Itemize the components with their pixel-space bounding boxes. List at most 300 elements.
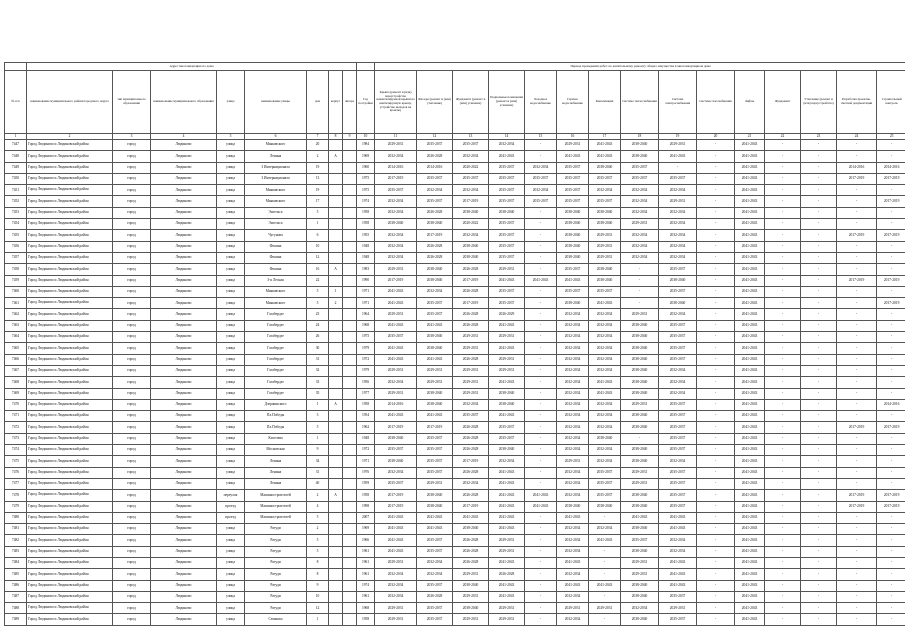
- table-cell: 23: [307, 309, 329, 320]
- table-cell: -: [837, 140, 877, 151]
- column-number: 4: [151, 134, 217, 140]
- table-row: [5, 603, 905, 614]
- table-cell: 2041-2043: [735, 569, 765, 580]
- table-cell: -: [801, 478, 837, 489]
- table-cell: -: [697, 298, 735, 309]
- column-header: тип муниципального образования: [113, 71, 151, 134]
- table-cell: -: [765, 298, 801, 309]
- table-cell: 31: [307, 467, 329, 478]
- table-cell: 1974: [357, 580, 375, 591]
- table-cell: Город Людиново и Людиновский район: [27, 298, 113, 309]
- table-cell: 2035-2037: [525, 173, 557, 184]
- table-cell: Город Людиново и Людиновский район: [27, 422, 113, 433]
- table-cell: 2029-2031: [375, 388, 417, 399]
- table-cell: 2032-2034: [557, 478, 589, 489]
- table-cell: 2038-2040: [621, 591, 659, 602]
- table-cell: 2029-2031: [489, 365, 525, 376]
- table-cell: 2041-2043: [589, 580, 621, 591]
- header-columns-row: [5, 71, 905, 134]
- header-group-spacer: [5, 63, 27, 71]
- table-cell: [329, 422, 343, 433]
- table-row: [5, 332, 905, 343]
- table-cell: 6: [307, 230, 329, 241]
- table-cell: улица: [217, 230, 245, 241]
- table-cell: улица: [217, 309, 245, 320]
- table-cell: 2038-2040: [417, 343, 453, 354]
- table-cell: 2032-2034: [659, 365, 697, 376]
- table-cell: Людиново: [151, 557, 217, 568]
- table-cell: Людиново: [151, 173, 217, 184]
- table-cell: 2035-2037: [659, 286, 697, 297]
- table-cell: -: [801, 343, 837, 354]
- table-cell: -: [765, 580, 801, 591]
- table-cell: 40: [307, 478, 329, 489]
- table-cell: Ленина: [245, 456, 307, 467]
- table-cell: 7485: [5, 569, 27, 580]
- table-cell: 2029-2031: [659, 196, 697, 207]
- table-cell: 2035-2037: [489, 196, 525, 207]
- column-header: Фасады (ремонт и (или) утепление): [417, 71, 453, 134]
- table-cell: 2032-2034: [375, 230, 417, 241]
- table-cell: город: [113, 140, 151, 151]
- table-row: [5, 535, 905, 546]
- column-header: наименование муниципального образования: [151, 71, 217, 134]
- table-cell: Город Людиново и Людиновский район: [27, 445, 113, 456]
- table-cell: -: [801, 365, 837, 376]
- table-cell: [343, 365, 357, 376]
- table-cell: 2032-2034: [453, 151, 489, 162]
- table-cell: -: [697, 603, 735, 614]
- table-cell: 2032-2034: [557, 569, 589, 580]
- table-cell: 8: [307, 569, 329, 580]
- table-cell: 2035-2037: [375, 332, 417, 343]
- table-cell: -: [801, 264, 837, 275]
- table-cell: [343, 286, 357, 297]
- table-cell: город: [113, 320, 151, 331]
- table-cell: [329, 546, 343, 557]
- table-cell: Людиново: [151, 241, 217, 252]
- table-cell: 2032-2034: [453, 230, 489, 241]
- table-cell: 2029-2031: [417, 478, 453, 489]
- column-number: 19: [659, 134, 697, 140]
- table-cell: 2041-2043: [735, 151, 765, 162]
- table-cell: Людиново: [151, 501, 217, 512]
- table-cell: 32: [307, 365, 329, 376]
- table-cell: 2041-2043: [659, 580, 697, 591]
- table-cell: 30: [307, 343, 329, 354]
- table-cell: 1998: [357, 501, 375, 512]
- table-cell: 1972: [357, 445, 375, 456]
- table-cell: 1975: [357, 173, 375, 184]
- table-cell: город: [113, 591, 151, 602]
- table-cell: 7476: [5, 467, 27, 478]
- table-cell: 2017-2019: [877, 230, 905, 241]
- column-number: 16: [557, 134, 589, 140]
- table-cell: 2032-2034: [375, 580, 417, 591]
- table-row: [5, 185, 905, 196]
- table-cell: -: [877, 151, 905, 162]
- table-cell: 2041-2043: [735, 252, 765, 263]
- table-cell: -: [697, 501, 735, 512]
- table-cell: Людиново: [151, 162, 217, 173]
- column-header: Фундамент: [765, 71, 801, 134]
- table-cell: Людиново: [151, 332, 217, 343]
- table-cell: -: [801, 207, 837, 218]
- table-cell: 2041-2043: [375, 411, 417, 422]
- column-number: 15: [525, 134, 557, 140]
- table-cell: -: [765, 309, 801, 320]
- table-cell: 2032-2034: [417, 286, 453, 297]
- table-row: [5, 196, 905, 207]
- table-cell: [329, 365, 343, 376]
- table-cell: [343, 377, 357, 388]
- table-cell: 2035-2037: [659, 467, 697, 478]
- table-cell: Город Людиново и Людиновский район: [27, 332, 113, 343]
- table-cell: [329, 332, 343, 343]
- table-cell: 1984: [357, 140, 375, 151]
- table-cell: -: [697, 580, 735, 591]
- table-cell: 2038-2040: [589, 219, 621, 230]
- table-cell: 2038-2040: [621, 445, 659, 456]
- table-cell: 7481: [5, 524, 27, 535]
- table-cell: 2041-2043: [589, 151, 621, 162]
- table-cell: 2041-2043: [375, 298, 417, 309]
- table-cell: город: [113, 456, 151, 467]
- table-cell: 2029-2031: [621, 219, 659, 230]
- table-cell: 1972: [357, 354, 375, 365]
- table-cell: 2032-2034: [589, 411, 621, 422]
- table-cell: 2035-2037: [621, 173, 659, 184]
- table-row: [5, 151, 905, 162]
- table-cell: -: [801, 286, 837, 297]
- table-cell: 2038-2040: [621, 546, 659, 557]
- table-cell: 2041-2043: [735, 456, 765, 467]
- table-cell: Город Людиново и Людиновский район: [27, 252, 113, 263]
- table-cell: -: [525, 591, 557, 602]
- table-cell: 7450: [5, 173, 27, 184]
- table-cell: Город Людиново и Людиновский район: [27, 580, 113, 591]
- table-cell: 2029-2031: [453, 569, 489, 580]
- column-number: 13: [453, 134, 489, 140]
- table-cell: -: [837, 445, 877, 456]
- table-cell: 2029-2031: [489, 264, 525, 275]
- table-cell: улица: [217, 332, 245, 343]
- table-cell: Город Людиново и Людиновский район: [27, 309, 113, 320]
- table-cell: [343, 162, 357, 173]
- table-cell: -: [525, 569, 557, 580]
- table-cell: Город Людиново и Людиновский район: [27, 219, 113, 230]
- table-cell: Город Людиново и Людиновский район: [27, 399, 113, 410]
- table-cell: -: [837, 320, 877, 331]
- table-cell: [329, 433, 343, 444]
- table-cell: Людиново: [151, 219, 217, 230]
- table-cell: 7478: [5, 490, 27, 501]
- table-cell: 2035-2037: [489, 422, 525, 433]
- table-cell: 2041-2043: [589, 377, 621, 388]
- table-cell: -: [877, 569, 905, 580]
- column-header: Крыша (ремонт и (или) переустройство невентилируемой крыши на вентилируемую крышу, устройство выходов на кровлю): [375, 71, 417, 134]
- table-row: [5, 298, 905, 309]
- table-cell: А: [329, 264, 343, 275]
- table-cell: -: [765, 388, 801, 399]
- table-cell: -: [801, 230, 837, 241]
- table-cell: -: [837, 399, 877, 410]
- table-cell: 2035-2037: [489, 298, 525, 309]
- table-cell: 2032-2034: [659, 388, 697, 399]
- table-cell: 7455: [5, 230, 27, 241]
- table-cell: 2032-2034: [557, 388, 589, 399]
- table-cell: -: [697, 422, 735, 433]
- table-cell: -: [877, 185, 905, 196]
- table-cell: 1958: [357, 399, 375, 410]
- table-cell: улица: [217, 219, 245, 230]
- table-cell: 2029-2031: [453, 614, 489, 625]
- table-cell: 1979: [357, 343, 375, 354]
- table-cell: 2035-2037: [659, 173, 697, 184]
- table-cell: 2032-2034: [453, 185, 489, 196]
- table-cell: 2029-2031: [375, 614, 417, 625]
- table-cell: 2029-2031: [375, 557, 417, 568]
- table-cell: 2029-2031: [557, 456, 589, 467]
- table-cell: [329, 320, 343, 331]
- table-cell: 2017-2019: [453, 298, 489, 309]
- table-cell: -: [765, 591, 801, 602]
- table-cell: 2041-2043: [735, 309, 765, 320]
- table-cell: -: [837, 332, 877, 343]
- table-cell: улица: [217, 343, 245, 354]
- table-cell: [343, 399, 357, 410]
- table-cell: 2038-2040: [375, 219, 417, 230]
- table-cell: 2038-2040: [453, 580, 489, 591]
- column-number: 10: [357, 134, 375, 140]
- table-cell: -: [525, 286, 557, 297]
- table-cell: 2035-2037: [659, 422, 697, 433]
- table-cell: 7447: [5, 140, 27, 151]
- table-cell: город: [113, 535, 151, 546]
- table-row: [5, 399, 905, 410]
- table-cell: 5: [307, 422, 329, 433]
- table-cell: -: [837, 524, 877, 535]
- table-cell: 2032-2034: [557, 614, 589, 625]
- table-cell: 2041-2043: [735, 241, 765, 252]
- table-cell: -: [697, 151, 735, 162]
- table-cell: Гагабердзе: [245, 377, 307, 388]
- table-cell: -: [525, 252, 557, 263]
- table-cell: 2041-2043: [735, 377, 765, 388]
- table-cell: -: [589, 614, 621, 625]
- table-cell: 2041-2043: [525, 501, 557, 512]
- table-cell: -: [877, 354, 905, 365]
- table-cell: [343, 275, 357, 286]
- table-cell: 2026-2028: [417, 207, 453, 218]
- table-cell: 2041-2043: [557, 512, 589, 523]
- table-cell: [329, 478, 343, 489]
- table-cell: 2029-2031: [489, 332, 525, 343]
- table-cell: -: [801, 501, 837, 512]
- table-cell: 2032-2034: [525, 162, 557, 173]
- table-cell: [343, 580, 357, 591]
- column-header: Система газоснабжения: [697, 71, 735, 134]
- table-cell: -: [801, 591, 837, 602]
- table-cell: Город Людиново и Людиновский район: [27, 557, 113, 568]
- table-cell: -: [837, 456, 877, 467]
- table-cell: -: [525, 456, 557, 467]
- table-cell: -: [837, 388, 877, 399]
- column-header: Канализация: [589, 71, 621, 134]
- table-cell: 2035-2037: [589, 173, 621, 184]
- column-number: 2: [27, 134, 113, 140]
- table-cell: 1968: [357, 603, 375, 614]
- table-cell: Город Людиново и Людиновский район: [27, 546, 113, 557]
- table-cell: -: [765, 354, 801, 365]
- table-cell: 2038-2040: [417, 219, 453, 230]
- table-cell: Город Людиново и Людиновский район: [27, 524, 113, 535]
- table-cell: -: [765, 230, 801, 241]
- table-cell: -: [801, 309, 837, 320]
- table-cell: 5: [307, 512, 329, 523]
- table-cell: 7484: [5, 557, 27, 568]
- table-cell: 2032-2034: [557, 309, 589, 320]
- table-cell: Город Людиново и Людиновский район: [27, 365, 113, 376]
- table-cell: 5: [307, 298, 329, 309]
- table-cell: 2041-2043: [489, 320, 525, 331]
- table-cell: Ратуди: [245, 546, 307, 557]
- table-cell: [329, 162, 343, 173]
- table-cell: -: [837, 535, 877, 546]
- table-cell: город: [113, 445, 151, 456]
- table-cell: 1977: [357, 388, 375, 399]
- table-cell: 2032-2034: [589, 399, 621, 410]
- table-cell: Город Людиново и Людиновский район: [27, 343, 113, 354]
- table-cell: 2032-2034: [557, 320, 589, 331]
- table-cell: город: [113, 388, 151, 399]
- table-row: [5, 241, 905, 252]
- table-cell: -: [765, 140, 801, 151]
- table-cell: 2041-2043: [589, 388, 621, 399]
- column-header: Система теплоснабжения: [621, 71, 659, 134]
- table-cell: 2032-2034: [621, 207, 659, 218]
- table-cell: [329, 411, 343, 422]
- table-cell: 2026-2028: [453, 467, 489, 478]
- table-cell: 2035-2037: [417, 456, 453, 467]
- table-cell: 2041-2043: [735, 614, 765, 625]
- table-cell: 2041-2043: [659, 524, 697, 535]
- table-cell: Ратуди: [245, 580, 307, 591]
- table-cell: город: [113, 603, 151, 614]
- table-cell: -: [801, 546, 837, 557]
- table-cell: -: [837, 309, 877, 320]
- table-cell: -: [697, 230, 735, 241]
- table-cell: -: [765, 501, 801, 512]
- table-cell: Людиново: [151, 546, 217, 557]
- table-cell: Людиново: [151, 320, 217, 331]
- table-cell: 2029-2031: [589, 230, 621, 241]
- table-cell: 7462: [5, 309, 27, 320]
- table-cell: 7488: [5, 603, 27, 614]
- table-cell: -: [765, 422, 801, 433]
- column-number: 8: [329, 134, 343, 140]
- table-cell: 2035-2037: [489, 252, 525, 263]
- table-cell: 1976: [357, 467, 375, 478]
- table-cell: 2041-2043: [525, 275, 557, 286]
- table-cell: -: [525, 343, 557, 354]
- table-cell: [343, 264, 357, 275]
- table-cell: -: [765, 185, 801, 196]
- table-cell: -: [659, 162, 697, 173]
- table-cell: улица: [217, 275, 245, 286]
- table-cell: -: [697, 535, 735, 546]
- table-cell: 2026-2028: [417, 151, 453, 162]
- table-cell: Людиново: [151, 535, 217, 546]
- table-cell: 2035-2037: [557, 196, 589, 207]
- table-cell: улица: [217, 591, 245, 602]
- table-cell: Ратуди: [245, 535, 307, 546]
- table-cell: [329, 354, 343, 365]
- table-cell: 2035-2037: [659, 399, 697, 410]
- table-cell: 2041-2043: [557, 580, 589, 591]
- table-cell: [329, 196, 343, 207]
- table-cell: 2032-2034: [453, 399, 489, 410]
- table-cell: -: [837, 354, 877, 365]
- table-cell: 2035-2037: [417, 140, 453, 151]
- table-cell: 2038-2040: [557, 501, 589, 512]
- column-header: наименование муниципального района/городского округа: [27, 71, 113, 134]
- table-cell: улица: [217, 377, 245, 388]
- table-cell: 2038-2040: [489, 388, 525, 399]
- table-cell: Город Людиново и Людиновский район: [27, 264, 113, 275]
- table-cell: 1968: [357, 320, 375, 331]
- table-cell: 1948: [357, 252, 375, 263]
- table-cell: 2029-2031: [375, 140, 417, 151]
- table-cell: 2038-2040: [453, 252, 489, 263]
- table-cell: 2026-2028: [453, 286, 489, 297]
- table-cell: -: [697, 445, 735, 456]
- table-cell: 2035-2037: [417, 546, 453, 557]
- table-cell: улица: [217, 264, 245, 275]
- table-cell: Маяковского: [245, 286, 307, 297]
- table-cell: [343, 557, 357, 568]
- table-row: [5, 546, 905, 557]
- table-cell: 1961: [357, 557, 375, 568]
- table-cell: -: [837, 241, 877, 252]
- table-cell: улица: [217, 241, 245, 252]
- table-cell: -: [697, 207, 735, 218]
- column-header: Фундамент (ремонт и (или) усиление): [453, 71, 489, 134]
- table-cell: 2026-2028: [453, 320, 489, 331]
- table-row: [5, 343, 905, 354]
- table-cell: 2038-2040: [417, 388, 453, 399]
- table-cell: 2038-2040: [621, 343, 659, 354]
- table-cell: 2038-2040: [621, 580, 659, 591]
- table-cell: 24: [307, 320, 329, 331]
- table-cell: 3: [307, 411, 329, 422]
- table-cell: Маяковского: [245, 196, 307, 207]
- table-cell: [343, 603, 357, 614]
- table-cell: Людиново: [151, 286, 217, 297]
- table-cell: 2029-2031: [659, 603, 697, 614]
- table-cell: 2026-2028: [453, 422, 489, 433]
- table-cell: 2014-2016: [375, 399, 417, 410]
- table-cell: 2032-2034: [557, 467, 589, 478]
- table-cell: Людиново: [151, 388, 217, 399]
- table-cell: Город Людиново и Людиновский район: [27, 411, 113, 422]
- table-cell: 7473: [5, 433, 27, 444]
- table-cell: -: [877, 320, 905, 331]
- table-cell: -: [801, 614, 837, 625]
- table-cell: Город Людиново и Людиновский район: [27, 614, 113, 625]
- table-cell: 2035-2037: [453, 140, 489, 151]
- table-cell: 7459: [5, 275, 27, 286]
